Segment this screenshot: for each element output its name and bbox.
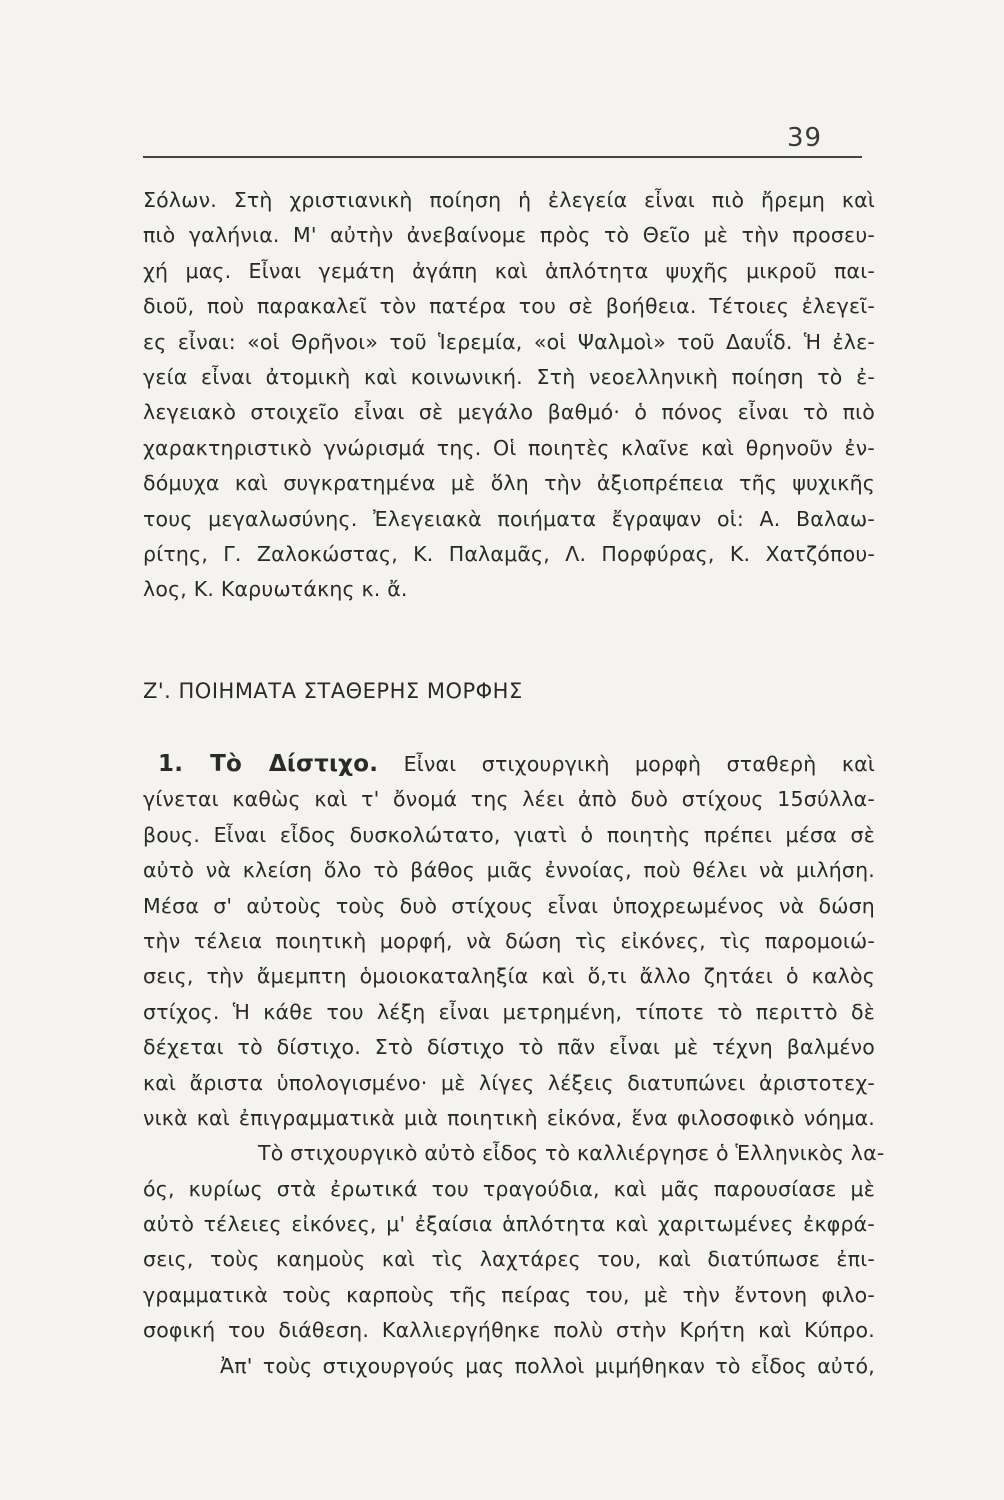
text-line: Τὸ στιχουργικὸ αὐτὸ εἶδος τὸ καλλιέργησε ὁ Ἑλληνικὸς λα-: [258, 1141, 885, 1166]
text-line: νικὰ καὶ ἐπιγραμματικὰ μιὰ ποιητικὴ εἰκόνα, ἕνα φιλοσοφικὸ νόημα.: [143, 1105, 875, 1130]
distich-title: [143, 751, 378, 777]
page-number: 39: [787, 123, 823, 153]
text-line: αὐτὸ τέλειες εἰκόνες, μ' ἐξαίσια ἁπλότητα καὶ χαριτωμένες ἐκφρά-: [143, 1212, 875, 1237]
text-line: καὶ ἄριστα ὑπολογισμένο· μὲ λίγες λέξεις διατυπώνει ἀριστοτεχ-: [143, 1070, 875, 1095]
text-line: διοῦ, ποὺ παρακαλεῖ τὸν πατέρα του σὲ βοήθεια. Τέτοιες ἐλεγεῖ-: [143, 294, 875, 319]
text-line: στίχος. Ἡ κάθε του λέξη εἶναι μετρημένη, τίποτε τὸ περιττὸ δὲ: [143, 999, 875, 1024]
text-line: χαρακτηριστικὸ γνώρισμά της. Οἱ ποιητὲς κλαῖνε καὶ θρηνοῦν ἐν-: [143, 435, 875, 460]
text-line: γεία εἶναι ἀτομικὴ καὶ κοινωνική. Στὴ νεοελληνικὴ ποίηση τὸ ἐ-: [143, 364, 875, 389]
paragraph-distich: [143, 747, 885, 1384]
distich-number: 1.: [158, 751, 184, 777]
text-line: χή μας. Εἶναι γεμάτη ἀγάπη καὶ ἁπλότητα ψυχῆς μικροῦ παι-: [143, 258, 875, 283]
text-line: ός, κυρίως στὰ ἐρωτικά του τραγούδια, καὶ μᾶς παρουσίασε μὲ: [143, 1176, 875, 1201]
text-line: ες εἶναι: «οἱ Θρῆνοι» τοῦ Ἱερεμία, «οἱ Ψαλμοὶ» τοῦ Δαυΐδ. Ἡ ἐλε-: [143, 329, 875, 354]
text-line: γραμματικὰ τοὺς καρποὺς τῆς πείρας του, μὲ τὴν ἔντονη φιλο-: [143, 1282, 875, 1307]
text-line: αὐτὸ νὰ κλείση ὅλο τὸ βάθος μιᾶς ἐννοίας, ποὺ θέλει νὰ μιλήση.: [143, 858, 875, 883]
text-line: Ἀπ' τοὺς στιχουργούς μας πολλοὶ μιμήθηκαν τὸ εἶδος αὐτό,: [220, 1353, 875, 1378]
text-line: σεις, τοὺς καημοὺς καὶ τὶς λαχτάρες του, καὶ διατύπωσε ἐπι-: [143, 1247, 875, 1272]
distich-first-line-text: Εἶναι στιχουργικὴ μορφὴ σταθερὴ καὶ: [403, 752, 876, 776]
text-line: σοφική του διάθεση. Καλλιεργήθηκε πολὺ στὴν Κρήτη καὶ Κύπρο.: [143, 1318, 875, 1343]
distich-title-text: Τὸ Δίστιχο.: [210, 751, 379, 777]
text-line: δόμυχα καὶ συγκρατημένα μὲ ὅλη τὴν ἀξιοπρέπεια τῆς ψυχικῆς: [143, 471, 875, 496]
header-rule: [143, 156, 862, 158]
text-line: σεις, τὴν ἄμεμπτη ὁμοιοκαταληξία καὶ ὅ,τι ἄλλο ζητάει ὁ καλὸς: [143, 964, 875, 989]
text-line: γίνεται καθὼς καὶ τ' ὄνομά της λέει ἀπὸ δυὸ στίχους 15σύλλα-: [143, 787, 875, 812]
text-line: λεγειακὸ στοιχεῖο εἶναι σὲ μεγάλο βαθμό· ὁ πόνος εἶναι τὸ πιὸ: [143, 400, 875, 425]
text-line: τὴν τέλεια ποιητικὴ μορφή, νὰ δώση τὶς εἰκόνες, τὶς παρομοιώ-: [143, 928, 875, 953]
text-line: Μέσα σ' αὐτοὺς τοὺς δυὸ στίχους εἶναι ὑποχρεωμένος νὰ δώση: [143, 893, 875, 918]
text-line: πιὸ γαλήνια. Μ' αὐτὴν ἀνεβαίνομε πρὸς τὸ Θεῖο μὲ τὴν προσευ-: [143, 223, 875, 248]
paragraph-elegy: [143, 183, 875, 608]
text-line: Σόλων. Στὴ χριστιανικὴ ποίηση ἡ ἐλεγεία εἶναι πιὸ ἤρεμη καὶ: [143, 188, 875, 212]
text-line: λος, Κ. Καρυωτάκης κ. ἄ.: [143, 577, 408, 602]
text-line: δέχεται τὸ δίστιχο. Στὸ δίστιχο τὸ πᾶν εἶναι μὲ τέχνη βαλμένο: [143, 1035, 875, 1060]
text-line: βους. Εἶναι εἶδος δυσκολώτατο, γιατὶ ὁ ποιητὴς πρέπει μέσα σὲ: [143, 822, 875, 847]
text-line: ρίτης, Γ. Ζαλοκώστας, Κ. Παλαμᾶς, Λ. Πορφύρας, Κ. Χατζόπου-: [143, 541, 875, 566]
text-line: τους μεγαλωσύνης. Ἐλεγειακὰ ποιήματα ἔγραψαν οἱ: Α. Βαλαω-: [143, 506, 875, 531]
distich-first-line: [143, 747, 875, 782]
section-heading: Ζ'. ΠΟΙΗΜΑΤΑ ΣΤΑΘΕΡΗΣ ΜΟΡΦΗΣ: [143, 679, 523, 703]
